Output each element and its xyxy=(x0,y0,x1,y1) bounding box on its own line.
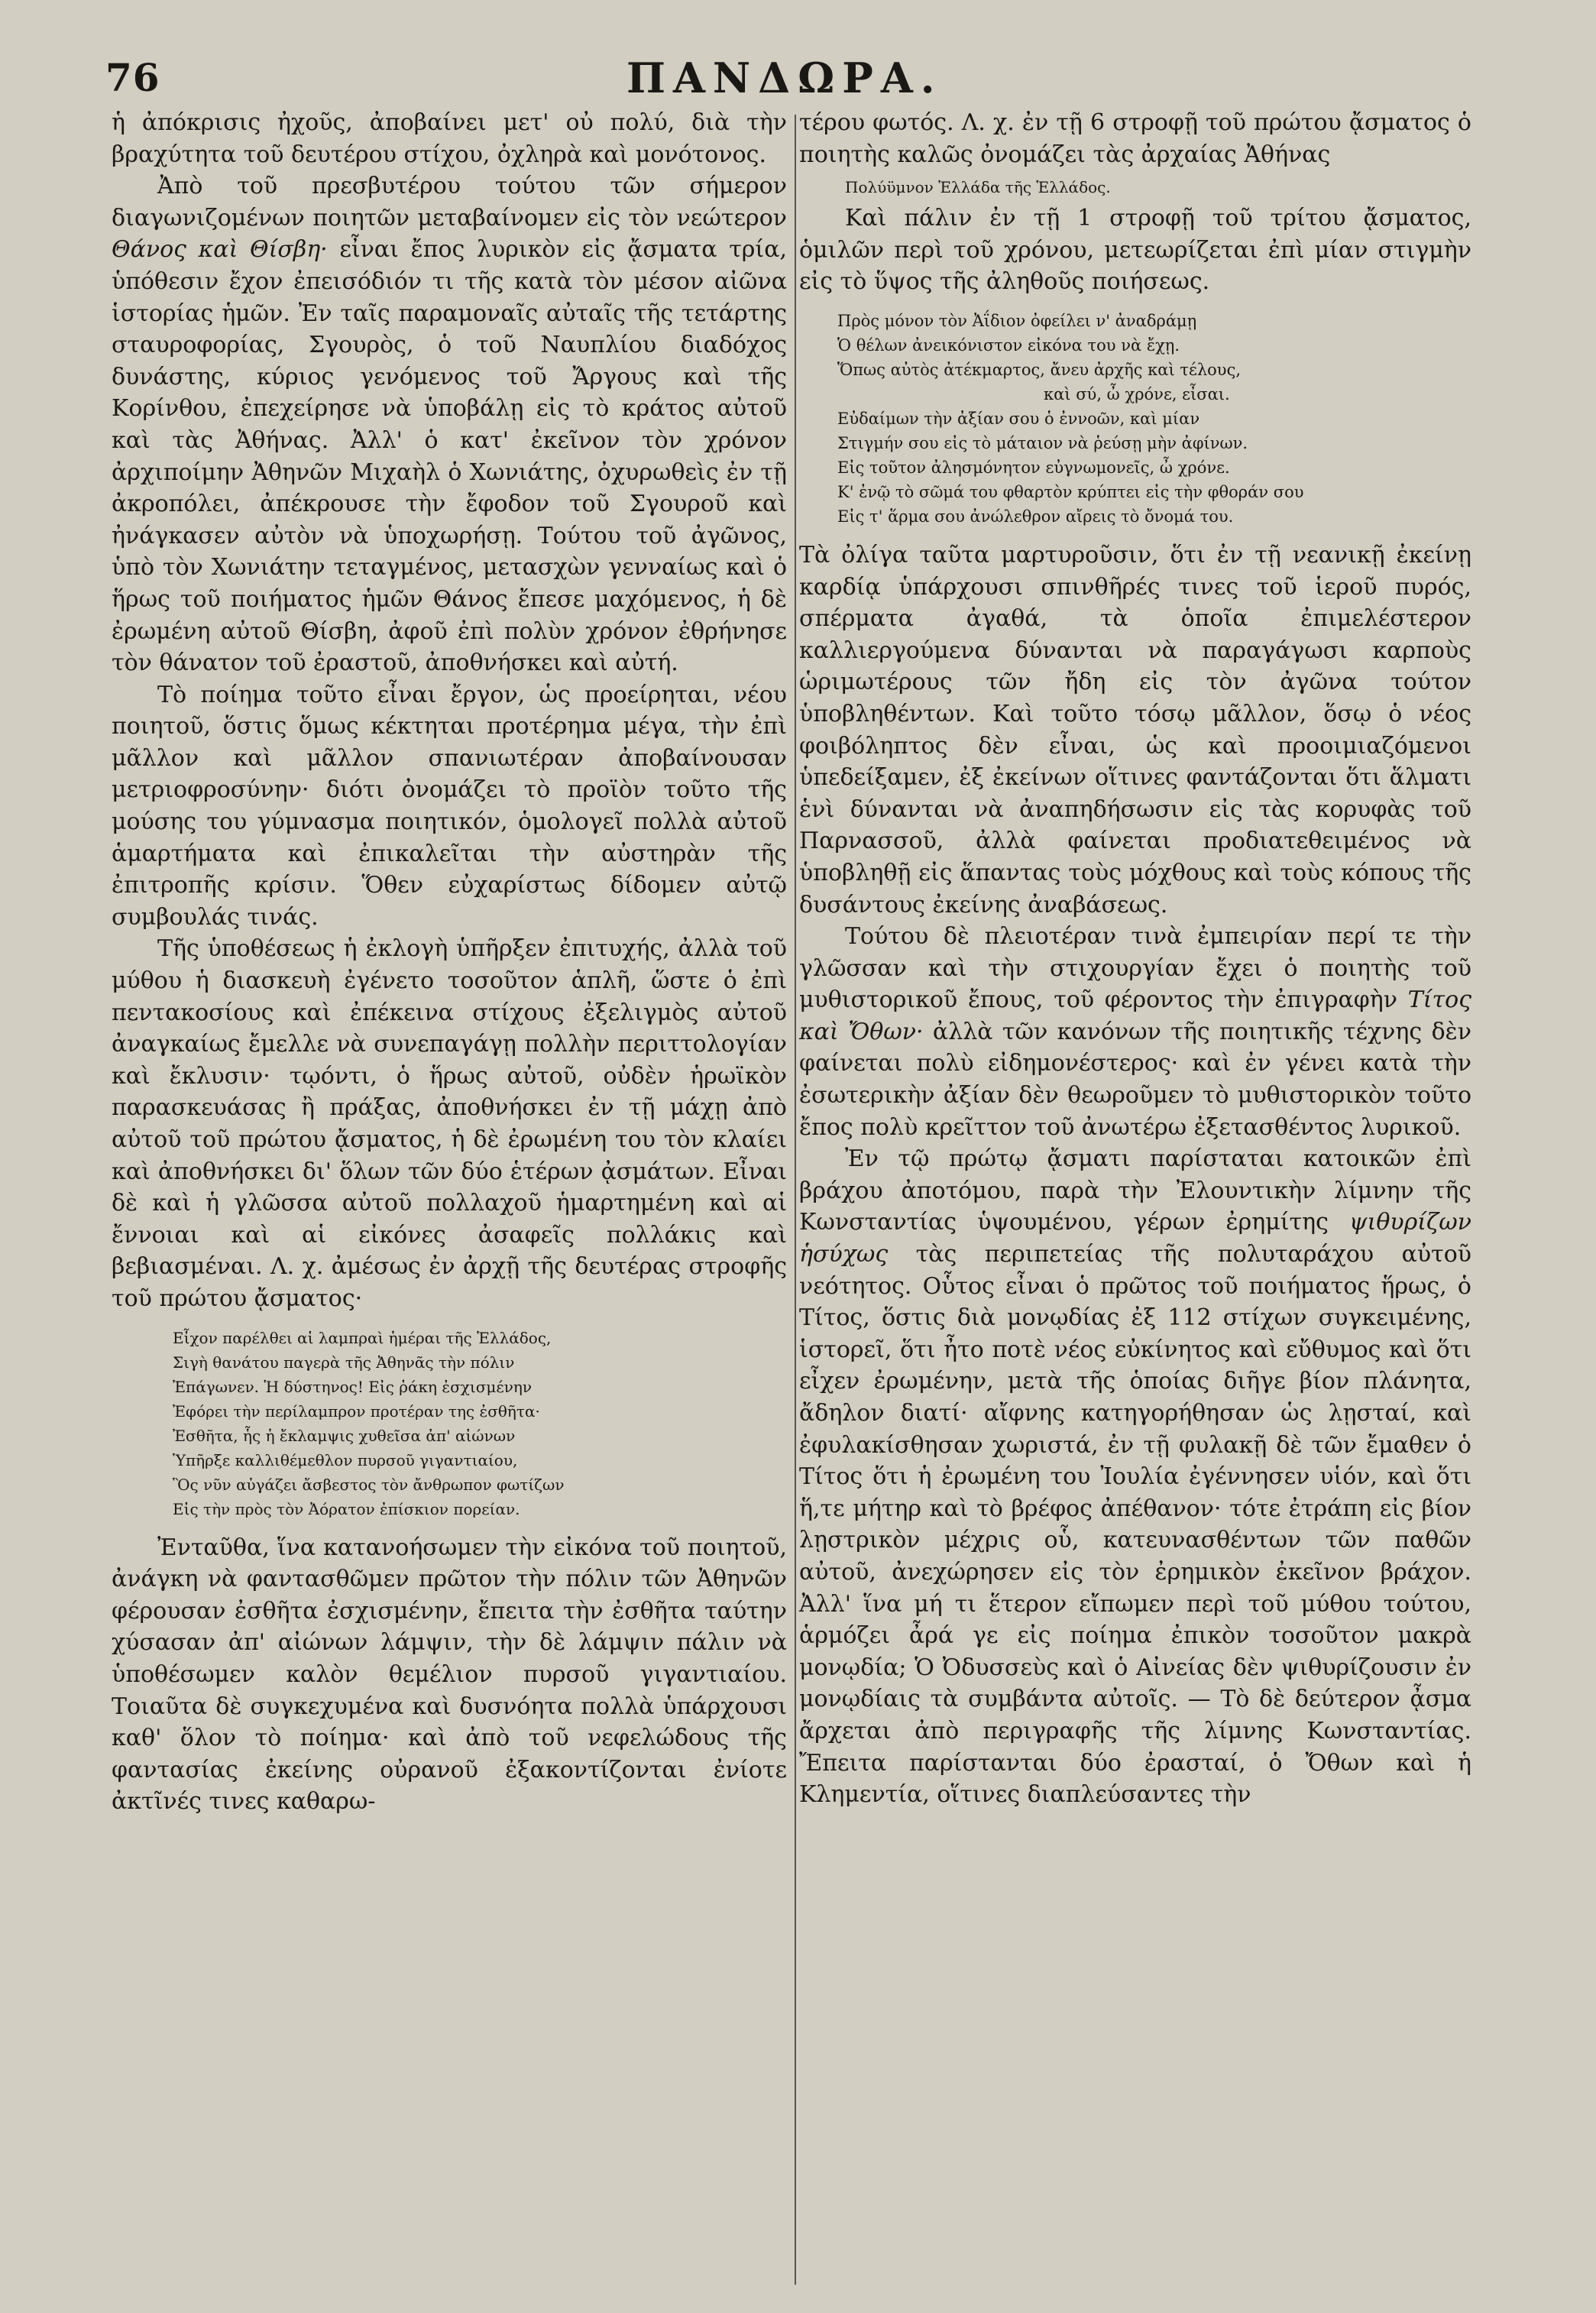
verse-line: Πρὸς μόνον τὸν Ἀΐδιον ὀφείλει ν' ἀναδράμῃ xyxy=(837,311,1197,330)
verse-line: Ἐσθῆτα, ἧς ἡ ἔκλαμψις χυθεῖσα ἀπ' αἰώνων xyxy=(173,1426,516,1445)
italic-phrase: ψιθυρίζων ἡσύχως xyxy=(799,1209,1471,1268)
verse-line: Ὅπως αὐτὸς ἀτέκμαρτος, ἄνευ ἀρχῆς καὶ τέλους, xyxy=(837,360,1242,379)
left-paragraph-1: ἡ ἀπόκρισις ἠχοῦς, ἀποβαίνει μετ' οὐ πολύ, διὰ τὴν βραχύτητα τοῦ δευτέρου στίχου, ὀχληρὰ καὶ μονότονος. xyxy=(112,109,787,168)
right-paragraph-2: Καὶ πάλιν ἐν τῇ 1 στροφῇ τοῦ τρίτου ᾄσματος, ὁμιλῶν περὶ τοῦ χρόνου, μετεωρίζεται ἐπὶ μίαν στιγμὴν εἰς τὸ ὕψος τῆς ἀληθοῦς ποιήσεως. xyxy=(799,205,1471,296)
left-paragraph-5: Ἐνταῦθα, ἵνα κατανοήσωμεν τὴν εἰκόνα τοῦ ποιητοῦ, ἀνάγκη νὰ φαντασθῶμεν πρῶτον τὴν πόλιν τῶν Ἀθηνῶν φέρουσαν ἐσθῆτα ἐσχισμένην, ἔπειτα τὴν ἐσθῆτα ταύτην χύσασαν ἀπ' αἰώνων λάμψιν, τὴν δὲ λάμψιν πάλιν νὰ ὑποθέσωμεν καλὸν θεμέλιον πυρσοῦ γιγαντιαίου. Τοιαῦτα δὲ συγκεχυμένα καὶ δυσνόητα πολλὰ ὑπάρχουσι καθ' ὅλον τὸ ποίημα· καὶ ἀπὸ τοῦ νεφελώδους τῆς φαντασίας ἐκείνης οὐρανοῦ ἐξακοντίζονται ἐνίοτε ἀκτῖνές τινες καθαρω- xyxy=(112,1534,787,1816)
left-paragraph-2 xyxy=(112,170,787,679)
page-number: 76 xyxy=(105,55,160,100)
verse-line: Εἰς τ' ἅρμα σου ἀνώλεθρον αἴρεις τὸ ὄνομά του. xyxy=(837,507,1234,526)
verse-line: Εἰς τὴν πρὸς τὸν Ἀόρατον ἐπίσκιον πορείαν. xyxy=(173,1499,520,1518)
right-paragraph-4 xyxy=(799,921,1471,1143)
verse-line: Σιγὴ θανάτου παγερὰ τῆς Ἀθηνᾶς τὴν πόλιν xyxy=(173,1352,515,1372)
left-paragraph-2-rest: εἶναι ἔπος λυρικὸν εἰς ᾄσματα τρία, ὑπόθεσιν ἔχον ἐπεισόδιόν τι τῆς κατὰ τὸν μέσον αἰῶνα ἱστορίας ἡμῶν. Ἐν ταῖς παραμοναῖς αὐταῖς τῆς τετάρτης σταυροφορίας, Σγουρὸς, ὁ τοῦ Ναυπλίου διαδόχος δυνάστης, κύριος γενόμενος τοῦ Ἄργους καὶ τῆς Κορίνθου, ἐπεχείρησε νὰ ὑποβάλῃ εἰς τὸ κράτος αὐτοῦ καὶ τὰς Ἀθήνας. Ἀλλ' ὁ κατ' ἐκεῖνον τὸν χρόνον ἀρχιποίμην Ἀθηνῶν Μιχαὴλ ὁ Χωνιάτης, ὀχυρωθεὶς ἐν τῇ ἀκροπόλει, ἀπέκρουσε τὴν ἔφοδον τοῦ Σγουροῦ καὶ ἠνάγκασεν αὐτὸν νὰ ὑποχωρήσῃ. Τούτου τοῦ ἀγῶνος, ὑπὸ τὸν Χωνιάτην τεταγμένος, μετασχὼν γενναίως καὶ ὁ ἥρως τοῦ ποιήματος ἡμῶν Θάνος ἔπεσε μαχόμενος, ἡ δὲ ἐρωμένη αὐτοῦ Θίσβη, ἀφοῦ ἐπὶ πολὺν χρόνον ἐθρήνησε τὸν θάνατον τοῦ ἐραστοῦ, ἀποθνήσκει καὶ αὐτή. xyxy=(112,236,787,677)
running-head-title: ΠΑΝΔΩΡΑ. xyxy=(626,53,943,102)
verse-line: Εἰς τοῦτον ἀλησμόνητον εὐγνωμονεῖς, ὦ χρόνε. xyxy=(837,458,1230,477)
verse-line: Ὁ θέλων ἀνεικόνιστον εἰκόνα του νὰ ἔχῃ. xyxy=(837,335,1180,355)
verse-line: Ἐπάγωνεν. Ἡ δύστηνος! Εἰς ῥάκη ἐσχισμένην xyxy=(173,1377,533,1396)
column-divider xyxy=(795,115,796,2285)
left-paragraph-4: Τῆς ὑποθέσεως ἡ ἐκλογὴ ὑπῆρξεν ἐπιτυχής, ἀλλὰ τοῦ μύθου ἡ διασκευὴ ἐγένετο τοσοῦτον ἁπλῆ, ὥστε ὁ ἐπὶ πεντακοσίους καὶ ἐπέκεινα στίχους ἐξελιγμὸς αὐτοῦ ἀναγκαίως ἔμελλε νὰ συνεπαγάγῃ πολλὴν περιττολογίαν καὶ ἔκλυσιν· τῳόντι, ὁ ἥρως αὐτοῦ, οὐδὲν ἡρωϊκὸν παρασκευάσας ἢ πράξας, ἀποθνήσκει ἐν τῇ μάχῃ ἀπὸ αὐτοῦ τοῦ πρώτου ᾄσματος, ἡ δὲ ἐρωμένη του τὸν κλαίει καὶ ἀποθνήσκει δι' ὅλων τῶν δύο ἑτέρων ᾀσμάτων. Εἶναι δὲ καὶ ἡ γλῶσσα αὐτοῦ πολλαχοῦ ἡμαρτημένη καὶ αἱ ἔννοιαι καὶ αἱ εἰκόνες ἀσαφεῖς πολλάκις καὶ βεβιασμέναι. Λ. χ. ἀμέσως ἐν ἀρχῇ τῆς δευτέρας στροφῆς τοῦ πρώτου ᾄσματος· xyxy=(112,935,787,1312)
verse-line: Εὐδαίμων τὴν ἀξίαν σου ὁ ἐννοῶν, καὶ μίαν xyxy=(837,409,1200,428)
right-paragraph-5 xyxy=(799,1143,1471,1810)
verse-line: Ὃς νῦν αὐγάζει ἄσβεστος τὸν ἄνθρωπον φωτίζων xyxy=(173,1475,565,1494)
left-verse-quote xyxy=(112,1326,787,1521)
verse-line: Εἶχον παρέλθει αἱ λαμπραὶ ἡμέραι τῆς Ἑλλάδος, xyxy=(173,1328,552,1347)
right-paragraph-4-start: Τούτου δὲ πλειοτέραν τινὰ ἐμπειρίαν περί τε τὴν γλῶσσαν καὶ τὴν στιχουργίαν ἔχει ὁ ποιητὴς τοῦ μυθιστορικοῦ ἔπους, τοῦ φέροντος τὴν ἐπιγραφὴν xyxy=(799,923,1471,1014)
left-paragraph-3: Τὸ ποίημα τοῦτο εἶναι ἔργον, ὡς προείρηται, νέου ποιητοῦ, ὅστις ὅμως κέκτηται προτέρημα μέγα, τὴν ἐπὶ μᾶλλον καὶ μᾶλλον σπανιωτέραν ἀποβαίνουσαν μετριοφροσύνην· διότι ὀνομάζει τὸ προϊὸν τοῦτο τῆς μούσης του γύμνασμα ποιητικόν, ὁμολογεῖ πολλὰ αὐτοῦ ἁμαρτήματα καὶ ἐπικαλεῖται τὴν αὐστηρὰν τῆς ἐπιτροπῆς κρίσιν. Ὅθεν εὐχαρίστως δίδομεν αὐτῷ συμβουλάς τινάς. xyxy=(112,681,787,931)
left-paragraph-2-start: Ἀπὸ τοῦ πρεσβυτέρου τούτου τῶν σήμερον διαγωνιζομένων ποιητῶν μεταβαίνομεν εἰς τὸν νεώτερον xyxy=(112,173,787,232)
verse-line: Κ' ἐνῷ τὸ σῶμά του φθαρτὸν κρύπτει εἰς τὴν φθοράν σου xyxy=(837,482,1304,501)
work-title-thanos-thisvi: Θάνος καὶ Θίσβη· xyxy=(112,236,328,264)
left-column xyxy=(112,107,787,1818)
right-paragraph-4-rest: ἀλλὰ τῶν κανόνων τῆς ποιητικῆς τέχνης δὲν φαίνεται πολὺ εἰδημονέστερος· καὶ ἐν γένει κατὰ τὴν ἐσωτερικὴν ἀξίαν δὲν θεωροῦμεν τὸ μυθιστορικὸν τοῦτο ἔπος πολὺ κρεῖττον τοῦ ἀνωτέρω ἐξετασθέντος λυρικοῦ. xyxy=(799,1018,1471,1141)
verse-line: Στιγμήν σου εἰς τὸ μάταιον νὰ ῥεύσῃ μὴν ἀφίνων. xyxy=(837,433,1248,452)
verse-line: Ἐφόρει τὴν περίλαμπρον προτέραν της ἐσθῆτα· xyxy=(173,1401,540,1421)
right-paragraph-5-start: Ἐν τῷ πρώτῳ ᾄσματι παρίσταται κατοικῶν ἐπὶ βράχου ἀποτόμου, παρὰ τὴν Ἐλουντικὴν λίμνην τῆς Κωνσταντίας ὑψουμένου, γέρων ἐρημίτης xyxy=(799,1145,1471,1236)
right-paragraph-5-rest: τὰς περιπετείας τῆς πολυταράχου αὐτοῦ νεότητος. Οὗτος εἶναι ὁ πρῶτος τοῦ ποιήματος ἥρως, ὁ Τίτος, ὅστις διὰ μονῳδίας ἐξ 112 στίχων συγκειμένης, ἱστορεῖ, ὅτι ἦτο ποτὲ νέος εὐκίνητος καὶ εὔθυμος καὶ ὅτι εἶχεν ἐρωμένην, μετὰ τῆς ὁποίας διῆγε βίον πλάνητα, ἄδηλον διατί· αἴφνης κατηγορήθησαν ὡς λῃσταί, καὶ ἐφυλακίσθησαν χωριστά, ἐν τῇ φυλακῇ δὲ τῶν ἔμαθεν ὁ Τίτος ὅτι ἡ ἐρωμένη του Ἰουλία ἐγέννησεν υἱόν, καὶ ὅτι ἥ,τε μήτηρ καὶ τὸ βρέφος ἀπέθανον· τότε ἐτράπη εἰς βίον λῃστρικὸν μέχρις οὗ, κατευνασθέντων τῶν παθῶν αὐτοῦ, ἀνεχώρησεν εἰς τὸν ἐρημικὸν ἐκεῖνον βράχον. Ἀλλ' ἵνα μή τι ἕτερον εἴπωμεν περὶ τοῦ μύθου τούτου, ἁρμόζει ἆρά γε εἰς ποίημα ἐπικὸν τοσοῦτον μακρὰ μονῳδία; Ὁ Ὀδυσσεὺς καὶ ὁ Αἰνείας δὲν ψιθυρίζουσιν ἐν μονῳδίαις τὰ συμβάντα αὐτοῖς. — Τὸ δὲ δεύτερον ᾆσμα ἄρχεται ἀπὸ περιγραφῆς τῆς λίμνης Κωνσταντίας. Ἔπειτα παρίστανται δύο ἐρασταί, ὁ Ὄθων καὶ ἡ Κλημεντία, οἵτινες διαπλεύσαντες τὴν xyxy=(799,1241,1471,1809)
right-paragraph-3: Τὰ ὀλίγα ταῦτα μαρτυροῦσιν, ὅτι ἐν τῇ νεανικῇ ἐκείνῃ καρδίᾳ ὑπάρχουσι σπινθῆρές τινες τοῦ ἱεροῦ πυρός, σπέρματα ἀγαθά, τὰ ὁποῖα ἐπιμελέστερον καλλιεργούμενα δύνανται νὰ παραγάγωσι καρποὺς ὡριμωτέρους τῶν ἤδη εἰς τὸν ἀγῶνα τούτον ὑποβληθέντων. Καὶ τοῦτο τόσῳ μᾶλλον, ὅσῳ ὁ νέος φοιβόληπτος δὲν εἶναι, ὡς καὶ προοιμιαζόμενοι ὑπεδείξαμεν, ἐξ ἐκείνων οἵτινες φαντάζονται ὅτι ἅλματι ἑνὶ δύνανται νὰ ἀναπηδήσωσιν εἰς τὰς κορυφὰς τοῦ Παρνασσοῦ, ἀλλὰ φαίνεται προδιατεθειμένος νὰ ὑποβληθῇ εἰς ἅπαντας τοὺς μόχθους καὶ τοὺς κόπους τῆς δυσάντους ἐκείνης ἀναβάσεως. xyxy=(799,541,1471,918)
right-paragraph-1: τέρου φωτός. Λ. χ. ἐν τῇ 6 στροφῇ τοῦ πρώτου ᾄσματος ὁ ποιητὴς καλῶς ὀνομάζει τὰς ἀρχαίας Ἀθήνας xyxy=(799,109,1471,168)
right-verse-single: Πολύϋμνον Ἑλλάδα τῆς Ἑλλάδος. xyxy=(845,178,1111,197)
verse-line: καὶ σύ, ὦ χρόνε, εἶσαι. xyxy=(1044,384,1230,403)
verse-line: Ὑπῆρξε καλλιθέμεθλον πυρσοῦ γιγαντιαίου, xyxy=(173,1450,518,1469)
right-column xyxy=(799,107,1471,1811)
work-title-titos-othon: Τίτος καὶ Ὄθων· xyxy=(799,986,1471,1045)
right-verse-quote xyxy=(799,309,1471,529)
